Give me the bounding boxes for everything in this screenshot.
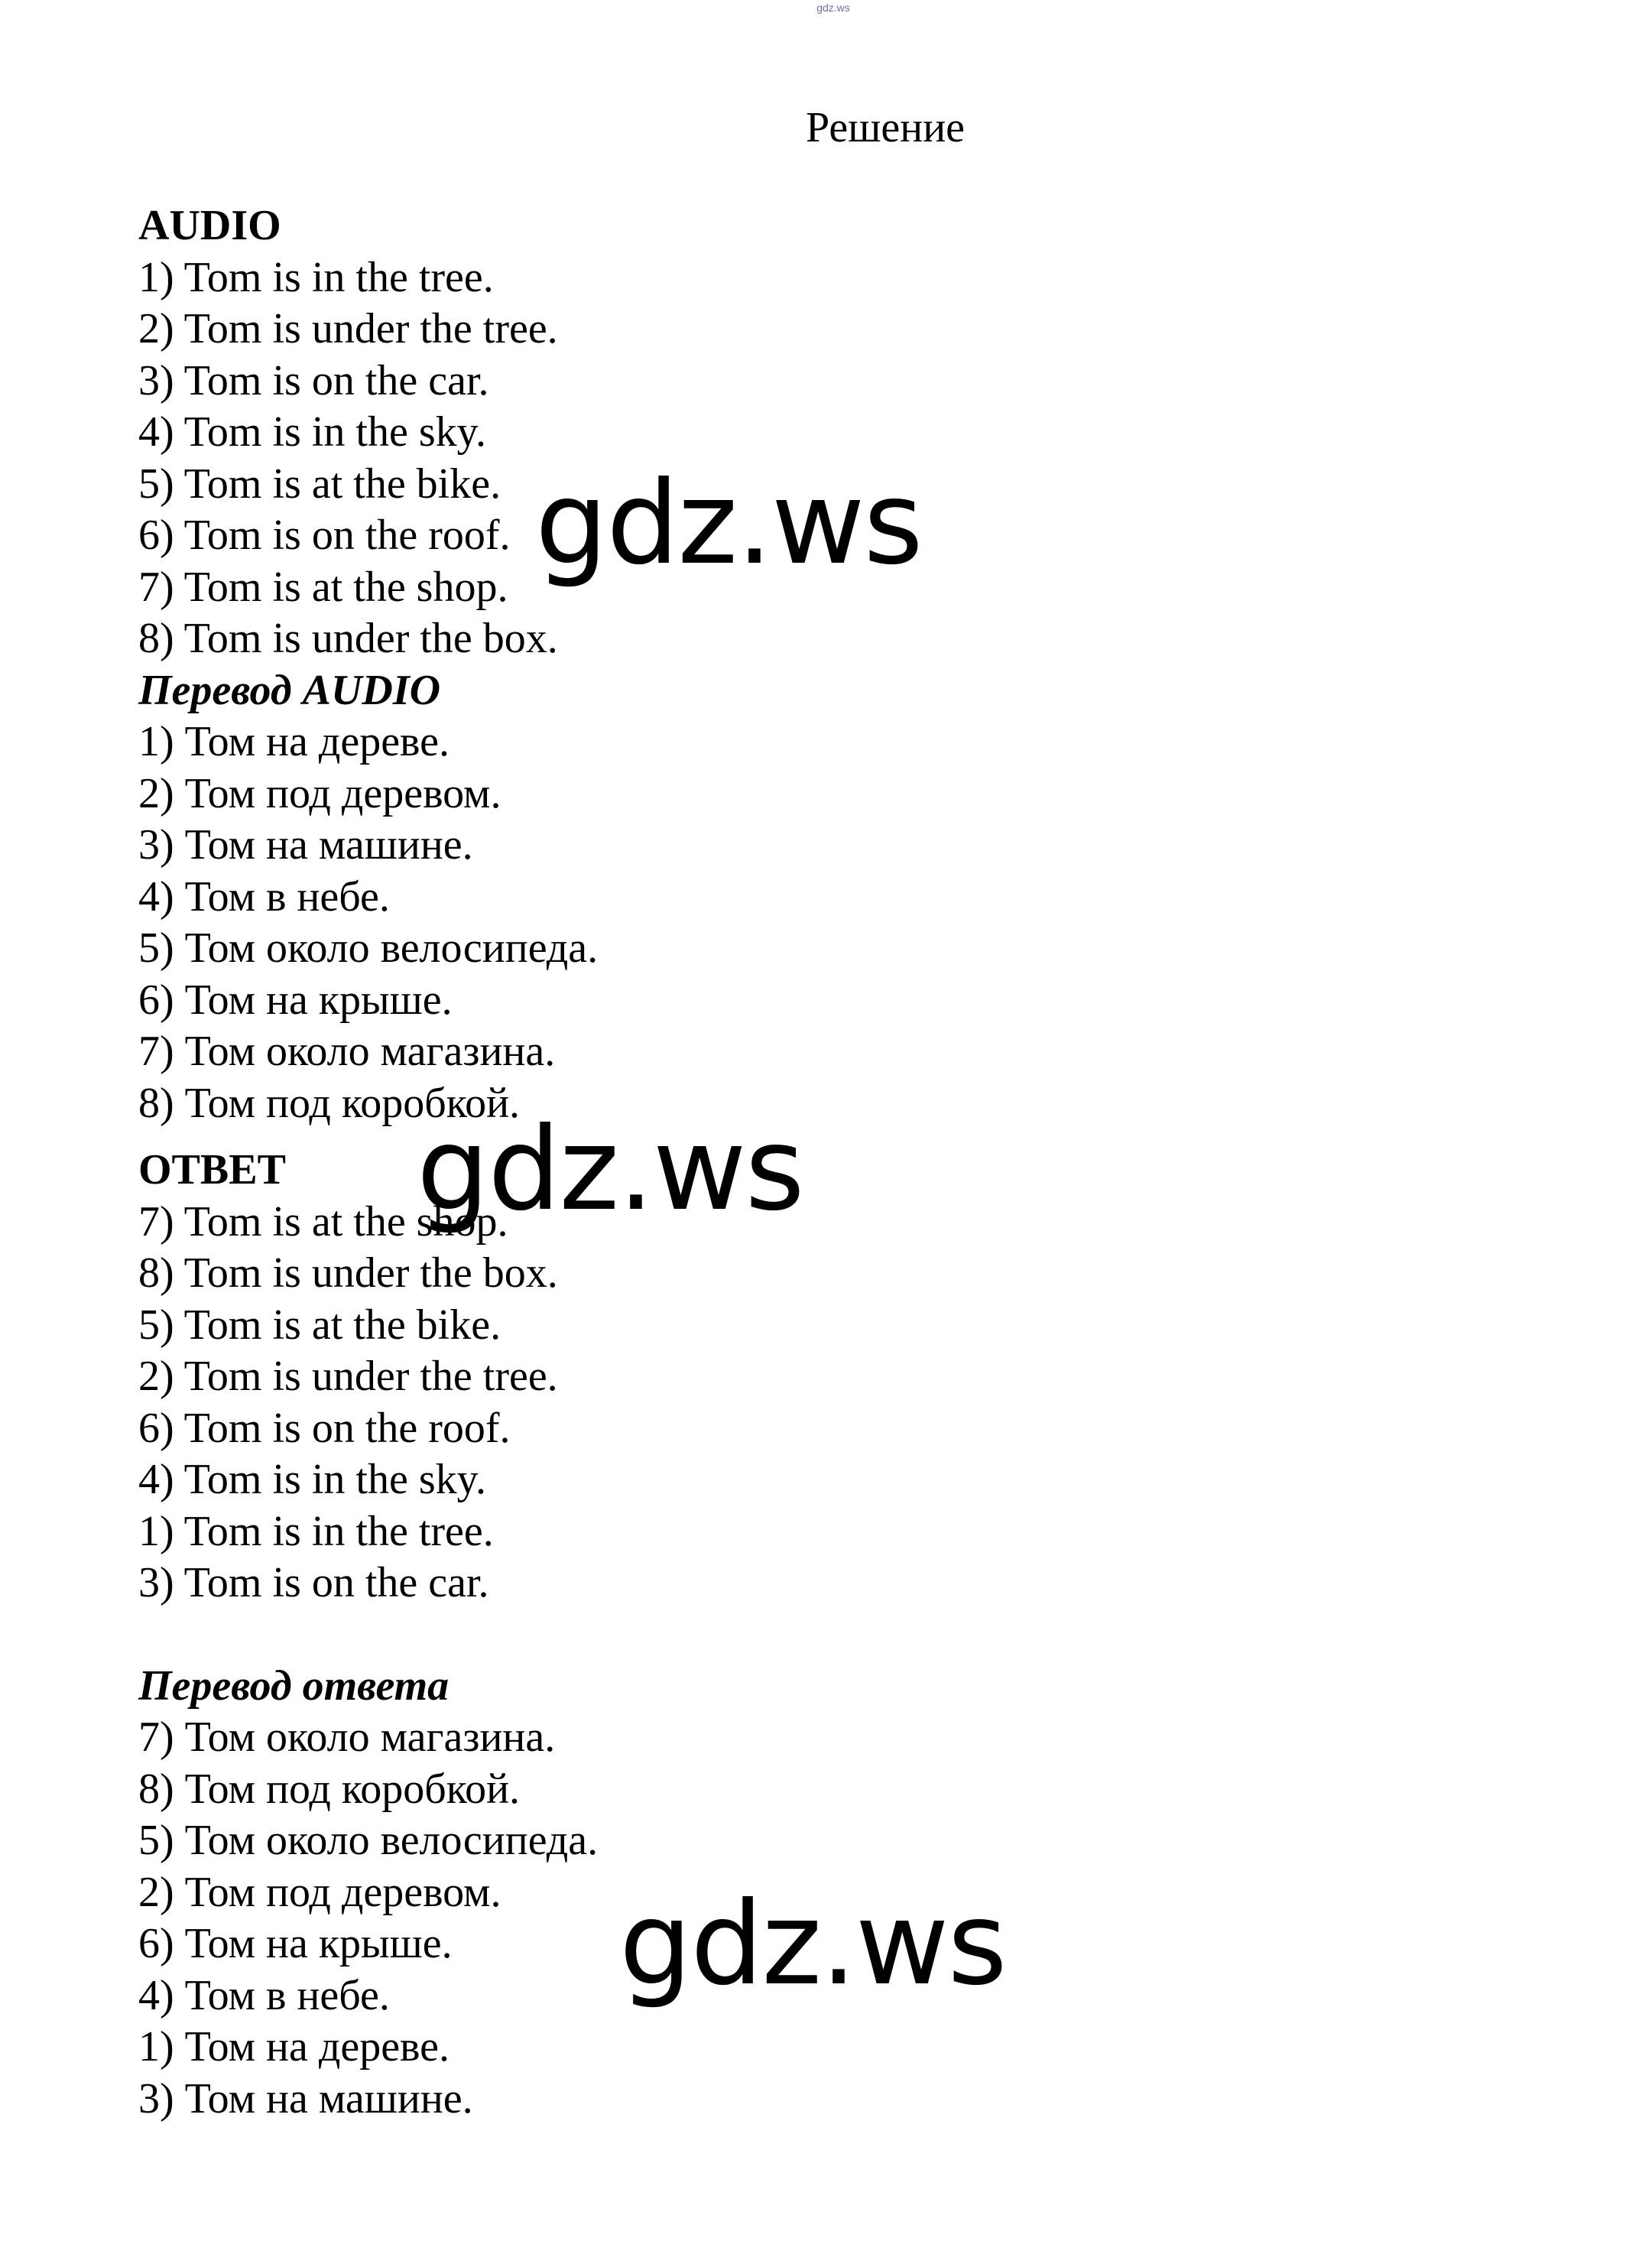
answer-translation-line: 7) Том около магазина. [138,1713,556,1761]
page-title [0,101,1652,154]
watermark: gdz.ws [619,1878,1006,2011]
audio-line: 6) Tom is on the roof. [138,512,511,559]
audio-translation-section [138,665,598,1130]
answer-line: 8) Tom is under the box. [138,1249,558,1297]
audio-line: 7) Tom is at the shop. [138,563,508,611]
page-title-text: Решение [805,104,966,151]
audio-section [138,200,598,665]
audio-translation-line: 4) Том в небе. [138,872,390,921]
audio-line: 5) Tom is at the bike. [138,460,501,508]
watermark: gdz.ws [417,1103,803,1236]
audio-translation-line: 6) Том на крыше. [138,976,453,1024]
answer-translation-line: 6) Том на крыше. [138,1920,453,1967]
spacer [138,1609,598,1661]
answer-line: 7) Tom is at the shop. [138,1197,508,1246]
answer-translation-line: 2) Том под деревом. [138,1868,501,1916]
audio-line: 1) Tom is in the tree. [138,253,494,301]
audio-translation-line: 5) Том около велосипеда. [138,924,599,972]
audio-heading: AUDIO [138,202,281,249]
answer-line: 6) Tom is on the roof. [138,1404,511,1452]
audio-translation-heading: Перевод AUDIO [138,666,441,714]
answer-translation-line: 5) Том около велосипеда. [138,1817,599,1864]
audio-line: 2) Tom is under the tree. [138,305,558,352]
answer-translation-line: 4) Том в небе. [138,1971,390,2019]
audio-translation-line: 2) Том под деревом. [138,769,501,817]
answer-line: 5) Tom is at the bike. [138,1301,501,1349]
answer-line: 4) Tom is in the sky. [138,1456,486,1503]
watermark: gdz.ws [535,457,922,590]
answer-translation-heading: Перевод ответа [138,1661,450,1710]
audio-line: 4) Tom is in the sky. [138,408,486,456]
answer-translation-section [138,1661,598,2126]
answer-translation-line: 3) Том на машине. [138,2074,473,2122]
answer-heading: ОТВЕТ [138,1146,286,1194]
answer-translation-line: 8) Том под коробкой. [138,1765,521,1813]
audio-translation-line: 8) Том под коробкой. [138,1079,521,1127]
audio-line: 3) Tom is on the car. [138,356,489,404]
audio-translation-line: 3) Том на машине. [138,821,473,869]
audio-translation-line: 7) Том около магазина. [138,1028,556,1075]
answer-translation-line: 1) Том на дереве. [138,2023,450,2071]
answer-line: 3) Tom is on the car. [138,1559,489,1606]
audio-line: 8) Tom is under the box. [138,615,558,662]
header-watermark-link: gdz.ws [816,2,850,14]
answer-line: 1) Tom is in the tree. [138,1507,494,1555]
answer-line: 2) Tom is under the tree. [138,1353,558,1400]
audio-translation-line: 1) Том на дереве. [138,718,450,765]
